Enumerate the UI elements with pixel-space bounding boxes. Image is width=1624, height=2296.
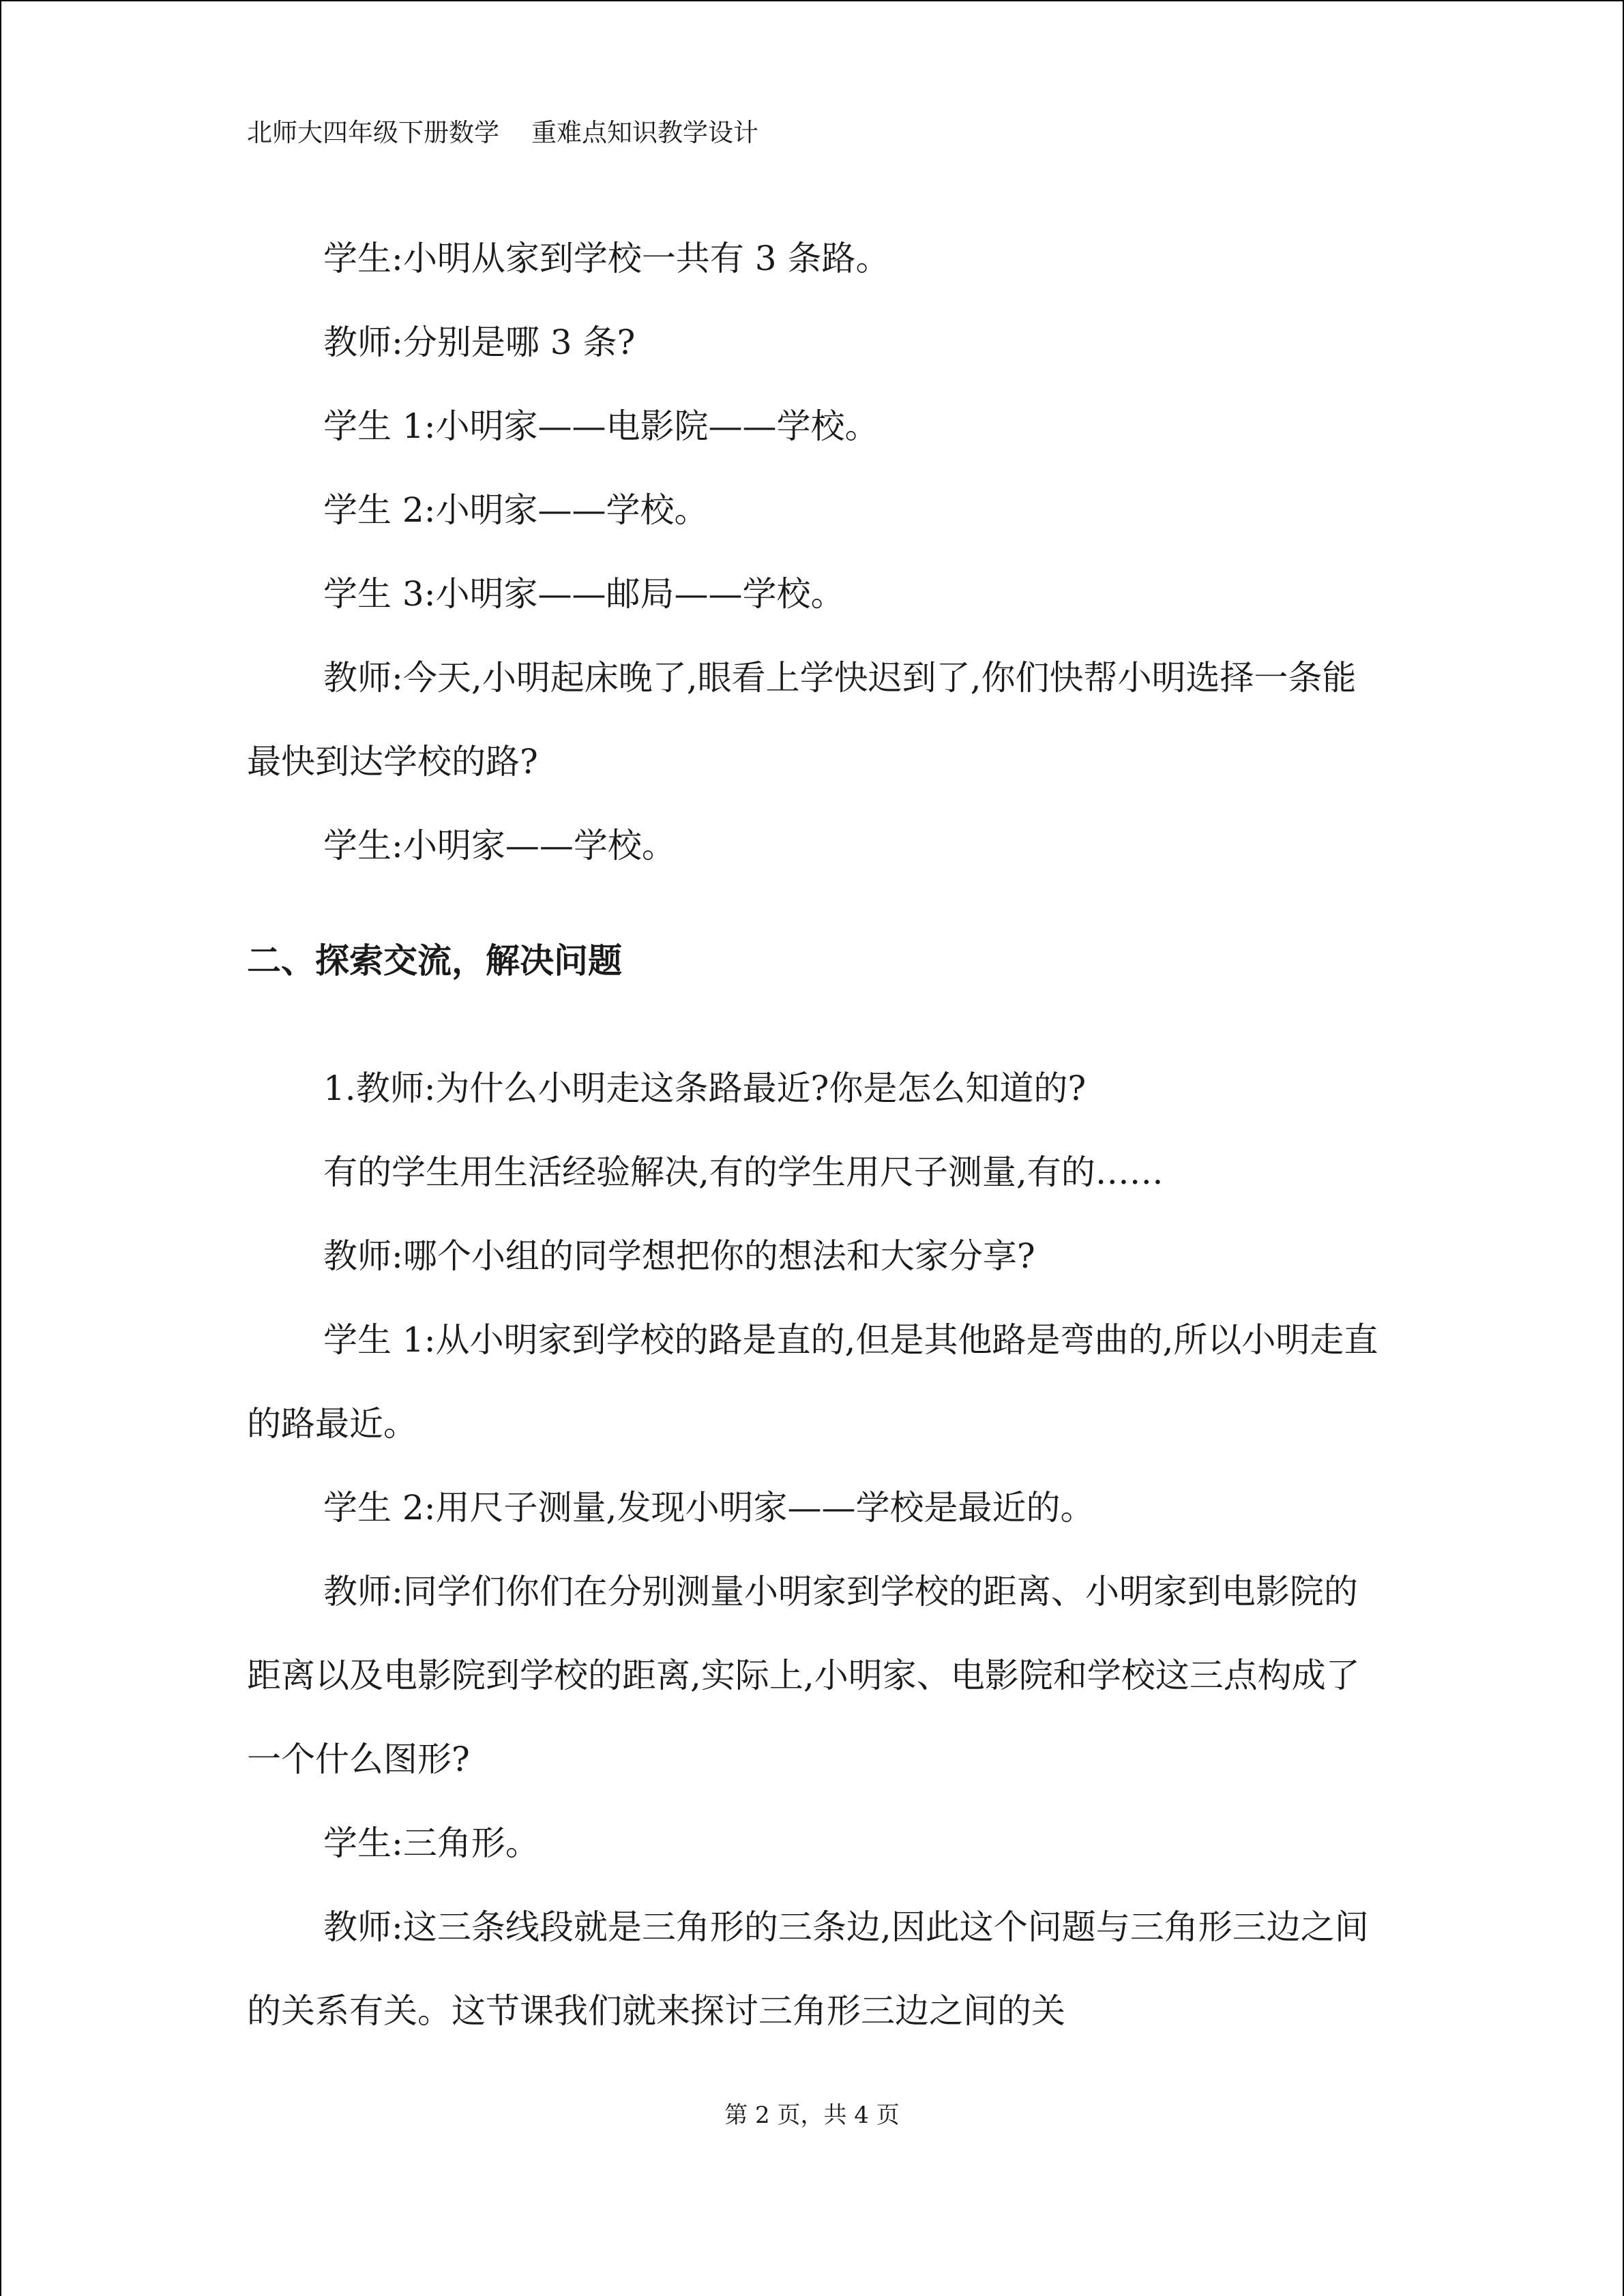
paragraph: 教师:哪个小组的同学想把你的想法和大家分享? — [323, 1236, 1035, 1276]
running-header: 北师大四年级下册数学 重难点知识教学设计 — [247, 118, 759, 147]
document-body — [247, 217, 1379, 2053]
paragraph: 学生 1:从小明家到学校的路是直的,但是其他路是弯曲的,所以小明走直的路最近。 — [247, 1320, 1378, 1444]
paragraph: 学生:三角形。 — [323, 1823, 540, 1863]
paragraph: 学生:小明家——学校。 — [323, 826, 676, 865]
paragraph: 教师:分别是哪 3 条? — [323, 323, 636, 362]
paragraph: 有的学生用生活经验解决,有的学生用尺子测量,有的…… — [323, 1152, 1164, 1192]
paragraph: 1.教师:为什么小明走这条路最近?你是怎么知道的? — [323, 1069, 1087, 1108]
paragraph: 学生:小明从家到学校一共有 3 条路。 — [323, 239, 890, 278]
paragraph: 学生 2:小明家——学校。 — [323, 490, 709, 530]
paragraph: 学生 1:小明家——电影院——学校。 — [323, 406, 879, 446]
paragraph: 教师:今天,小明起床晚了,眼看上学快迟到了,你们快帮小明选择一条能最快到达学校的路? — [247, 658, 1357, 781]
paragraph: 学生 2:用尺子测量,发现小明家——学校是最近的。 — [323, 1488, 1095, 1527]
paragraph: 教师:这三条线段就是三角形的三条边,因此这个问题与三角形三边之间的关系有关。这节课我们就来探讨三角形三边之间的关 — [247, 1907, 1369, 2031]
paragraph: 学生 3:小明家——邮局——学校。 — [323, 574, 845, 614]
section-heading: 二、探索交流，解决问题 — [247, 941, 622, 981]
page-number-footer: 第 2 页，共 4 页 — [724, 2102, 900, 2129]
paragraph: 教师:同学们你们在分别测量小明家到学校的距离、小明家到电影院的距离以及电影院到学校的距离,实际上,小明家、电影院和学校这三点构成了一个什么图形? — [247, 1572, 1360, 1779]
